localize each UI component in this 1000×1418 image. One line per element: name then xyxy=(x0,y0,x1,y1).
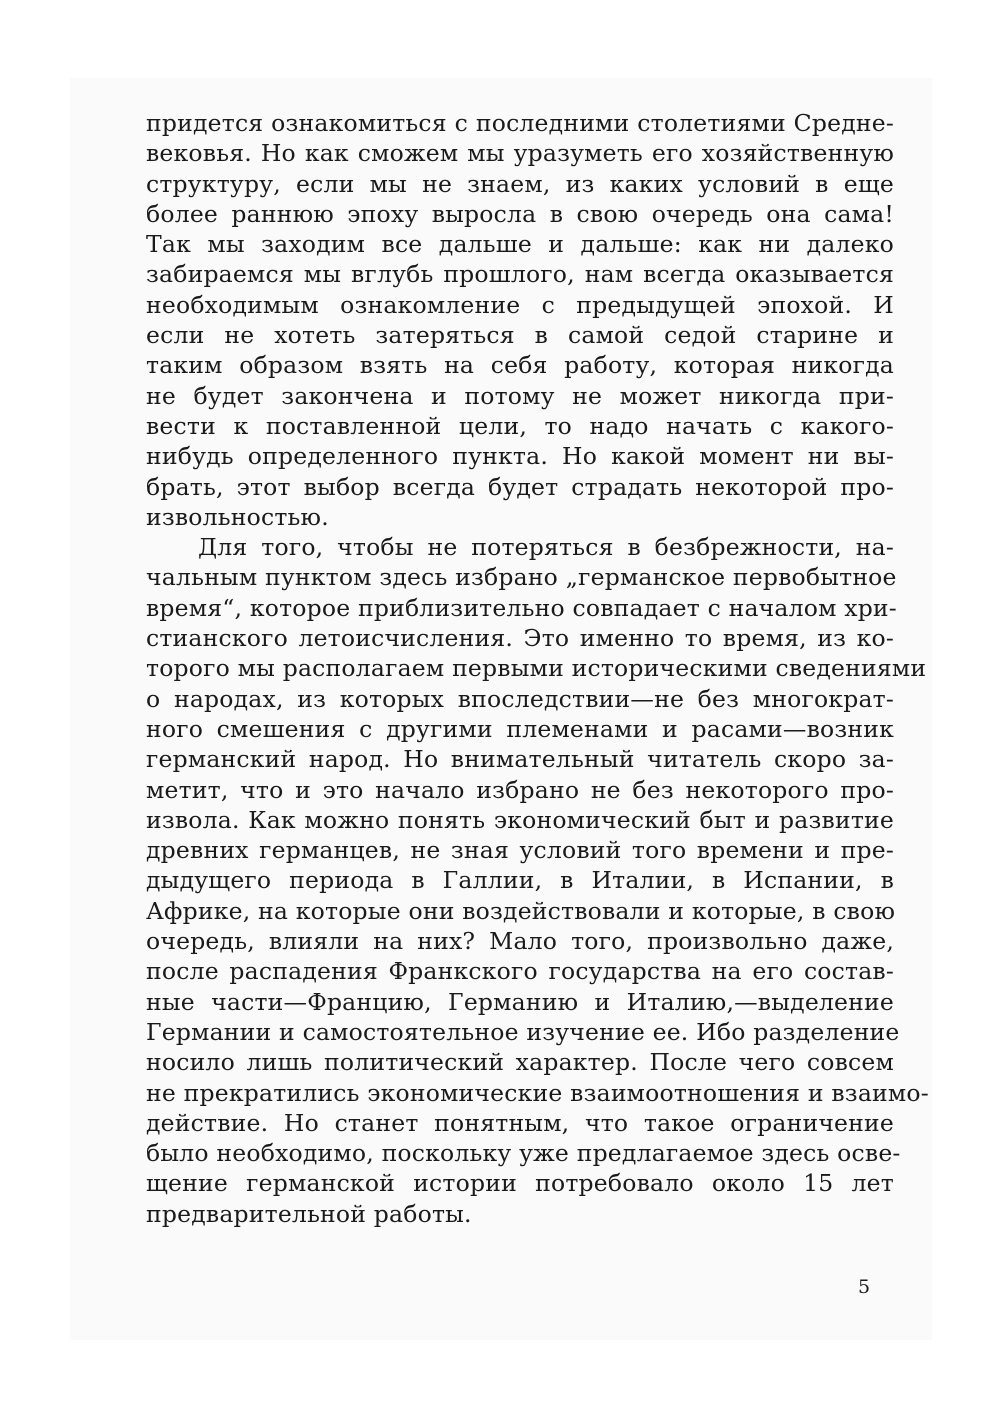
text-line: нибудь определенного пункта. Но какой момент ни вы- xyxy=(146,442,894,471)
text-line: Германии и самостоятельное изучение ее. Ибо разделение xyxy=(146,1017,900,1046)
text-line: торого мы располагаем первыми историческими сведениями xyxy=(146,654,927,683)
text-line: носило лишь политический характер. После чего совсем xyxy=(146,1048,894,1077)
text-line: Африке, на которые они воздействовали и которые, в свою xyxy=(146,896,896,925)
text-line: германский народ. Но внимательный читатель скоро за- xyxy=(146,745,894,774)
text-line: таким образом взять на себя работу, которая никогда xyxy=(146,351,894,380)
text-line: очередь, влияли на них? Мало того, произвольно даже, xyxy=(146,927,894,956)
text-line: чальным пунктом здесь избрано „германское первобытное xyxy=(146,563,897,592)
body-text xyxy=(146,108,929,1229)
text-line: извола. Как можно понять экономический быт и развитие xyxy=(146,805,894,834)
text-line: Так мы заходим все дальше и дальше: как ни далеко xyxy=(146,230,894,259)
text-line: Для того, чтобы не потеряться в безбрежности, на- xyxy=(198,533,894,562)
text-line: если не хотеть затеряться в самой седой старине и xyxy=(146,321,894,350)
text-line: вести к поставленной цели, то надо начать с какого- xyxy=(146,411,894,440)
text-line: не будет закончена и потому не может никогда при- xyxy=(146,381,894,410)
text-line: структуру, если мы не знаем, из каких условий в еще xyxy=(146,169,894,198)
text-line: дыдущего периода в Галлии, в Италии, в Испании, в xyxy=(146,866,894,895)
text-line: стианского летоисчисления. Это именно то время, из ко- xyxy=(146,624,894,653)
text-line: ного смешения с другими племенами и расами—возник xyxy=(146,714,894,743)
text-line: ные части—Францию, Германию и Италию,—выделение xyxy=(146,987,894,1016)
text-line: необходимым ознакомление с предыдущей эпохой. И xyxy=(146,290,894,319)
text-line: метит, что и это начало избрано не без некоторого про- xyxy=(146,775,894,804)
text-line: время“, которое приблизительно совпадает с началом хри- xyxy=(146,593,897,622)
text-line: о народах, из которых впоследствии—не без многократ- xyxy=(146,684,894,713)
text-line: извольностью. xyxy=(146,502,329,531)
text-line: придется ознакомиться с последними столетиями Средне- xyxy=(146,109,894,137)
text-line: древних германцев, не зная условий того времени и пре- xyxy=(146,836,894,865)
text-line: более раннюю эпоху выросла в свою очередь она сама! xyxy=(146,199,894,228)
text-line: не прекратились экономические взаимоотношения и взаимо- xyxy=(146,1078,929,1107)
text-line: было необходимо, поскольку уже предлагаемое здесь осве- xyxy=(146,1139,901,1168)
text-line: после распадения Франкского государства на его состав- xyxy=(146,957,894,986)
text-line: вековья. Но как сможем мы уразуметь его хозяйственную xyxy=(146,139,894,168)
text-line: забираемся мы вглубь прошлого, нам всегда оказывается xyxy=(146,260,894,289)
paragraph xyxy=(146,108,894,532)
text-line: предварительной работы. xyxy=(146,1199,472,1228)
paragraph xyxy=(146,532,929,1229)
text-line: брать, этот выбор всегда будет страдать некоторой про- xyxy=(146,472,894,501)
text-line: действие. Но станет понятным, что такое ограничение xyxy=(146,1108,894,1137)
text-line: щение германской истории потребовало около 15 лет xyxy=(146,1169,894,1198)
page-number: 5 xyxy=(858,1276,871,1298)
